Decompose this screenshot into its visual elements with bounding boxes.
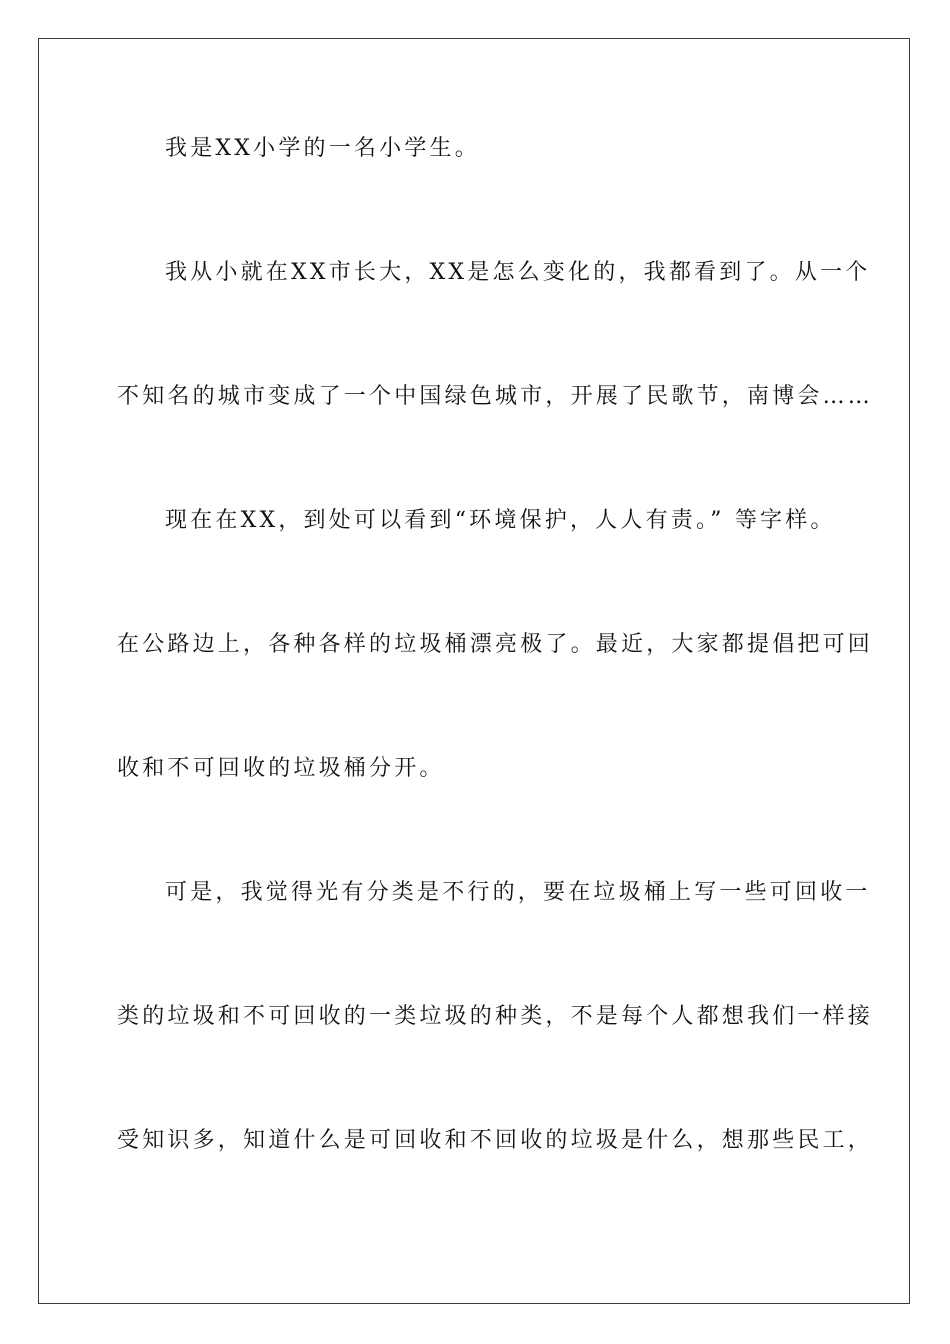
text-line: 我是XX小学的一名小学生。: [165, 136, 480, 161]
text-line: 可是，我觉得光有分类是不行的，要在垃圾桶上写一些可回收一: [165, 880, 871, 905]
text-line: 不知名的城市变成了一个中国绿色城市，开展了民歌节，南博会……: [117, 384, 874, 409]
text-line: 我从小就在XX市长大，XX是怎么变化的，我都看到了。从一个: [165, 260, 871, 285]
text-line: 类的垃圾和不可回收的一类垃圾的种类，不是每个人都想我们一样接: [117, 1004, 874, 1029]
text-line: 受知识多，知道什么是可回收和不回收的垃圾是什么，想那些民工，: [117, 1128, 874, 1153]
text-line: 现在在XX，到处可以看到“环境保护，人人有责。” 等字样。: [165, 508, 836, 533]
page-border: [38, 38, 910, 1304]
text-line: 在公路边上，各种各样的垃圾桶漂亮极了。最近，大家都提倡把可回: [117, 632, 874, 657]
text-line: 收和不可回收的垃圾桶分开。: [117, 756, 445, 781]
